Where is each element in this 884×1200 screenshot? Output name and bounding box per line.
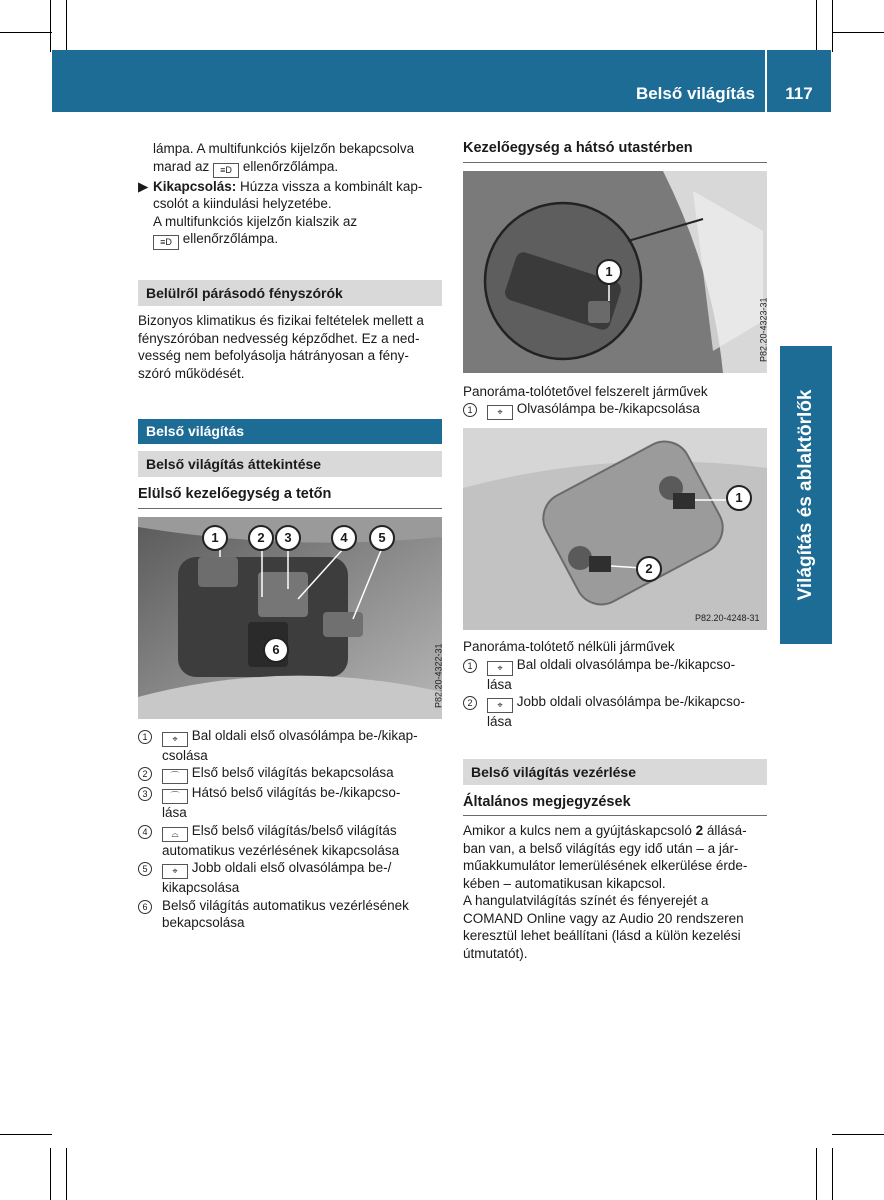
label: Kikapcsolás: [153, 178, 237, 194]
paragraph-line [138, 230, 442, 250]
rear-panorama-roof-photo [463, 171, 767, 373]
paragraph-line: fényszóróban nedvesség képződhet. Ez a ned- [138, 330, 420, 346]
text: Jobb oldali első olvasólámpa be-/ [191, 860, 392, 875]
paragraph-line: kikapcsolása [162, 880, 240, 895]
subsection-heading: Kezelőegység a hátsó utastérben [463, 140, 767, 163]
front-interior-light-icon: ⌒ [162, 769, 188, 784]
paragraph-line [487, 656, 767, 676]
crop-mark [66, 0, 67, 52]
right-column [463, 140, 767, 962]
paragraph-line [162, 822, 442, 842]
photo-code: P82.20-4248-31 [695, 612, 760, 623]
page-header [52, 50, 765, 112]
front-overhead-control-photo [138, 517, 442, 719]
paragraph-line: automatikus vezérlésének kikapcsolása [162, 842, 400, 858]
reading-lamp-icon: ⌖ [487, 698, 513, 713]
paragraph-line: útmutatót). [463, 945, 528, 961]
page-number: 117 [785, 84, 813, 103]
item-number: 3 [138, 787, 152, 801]
list-item [138, 764, 442, 784]
list-item [463, 693, 767, 731]
crop-mark [832, 1134, 884, 1135]
list-item [138, 822, 442, 860]
paragraph-line: lása [162, 805, 187, 820]
list-item [138, 859, 442, 897]
crop-mark [816, 1148, 817, 1200]
crop-mark [66, 1148, 67, 1200]
low-beam-indicator-icon: ≡D [213, 163, 239, 178]
item-number: 2 [138, 767, 152, 781]
paragraph-line [162, 784, 442, 804]
photo-code: P82.20-4322-31 [433, 642, 444, 708]
section-heading: Belső világítás áttekintése [138, 451, 442, 477]
callout-6: 6 [263, 637, 289, 663]
photo-code: P82.20-4323-31 [758, 296, 769, 362]
item-number: 4 [138, 825, 152, 839]
reading-lamp-icon: ⌖ [162, 732, 188, 747]
item-number: 6 [138, 900, 152, 914]
paragraph-line: COMAND Online vagy az Audio 20 rendszeren [463, 910, 744, 926]
reading-lamp-icon: ⌖ [487, 405, 513, 420]
list-item [138, 178, 442, 251]
text: Jobb oldali olvasólámpa be-/kikapcso- [516, 694, 745, 709]
text: Olvasólámpa be-/kikapcsolása [516, 401, 700, 416]
paragraph-line [162, 727, 442, 747]
crop-mark [832, 1148, 833, 1200]
paragraph-line: kében – automatikusan kikapcsol. [463, 875, 666, 891]
list-item [463, 400, 767, 420]
text: Bal oldali olvasólámpa be-/kikapcso- [516, 656, 736, 672]
callout-2: 2 [248, 525, 274, 551]
caption: Panoráma-tolótető nélküli járművek [463, 639, 675, 654]
paragraph-line [463, 822, 767, 840]
crop-mark [832, 0, 833, 52]
callout-4: 4 [331, 525, 357, 551]
paragraph-line [138, 158, 442, 178]
text: ellenőrzőlámpa. [242, 158, 339, 174]
paragraph-line [162, 859, 442, 879]
crop-mark [0, 32, 52, 33]
section-heading: Belülről párásodó fényszórók [138, 280, 442, 306]
interior-light-off-icon: ⌓ [162, 827, 188, 842]
paragraph-line: ban van, a belső világítás egy idő után – a jár- [463, 840, 739, 856]
text: Bal oldali első olvasólámpa be-/kikap- [191, 727, 418, 743]
subsection-heading: Elülső kezelőegység a tetőn [138, 486, 442, 509]
list-item [138, 784, 442, 822]
bullet-triangle-icon: ▶ [138, 178, 149, 194]
paragraph-line [162, 764, 442, 784]
text: ellenőrzőlámpa. [182, 231, 279, 246]
text: Első belső világítás/belső világítás [191, 822, 397, 838]
section-heading: Belső világítás vezérlése [463, 759, 767, 785]
paragraph-line: lámpa. A multifunkciós kijelzőn bekapcsolva [153, 141, 415, 156]
paragraph-line: bekapcsolása [162, 915, 245, 930]
text: Hátsó belső világítás be-/kikapcso- [191, 785, 401, 800]
paragraph-line: Bizonyos klimatikus és fizikai feltételek mellett a [138, 313, 424, 328]
rear-interior-light-icon: ⌒ [162, 789, 188, 804]
crop-mark [50, 0, 51, 52]
paragraph-line: vesség nem befolyásolja hátrányosan a fény- [138, 348, 409, 363]
rear-no-panorama-photo [463, 428, 767, 630]
paragraph-line: csolót a kiindulási helyzetébe. [153, 196, 332, 211]
list-item [463, 656, 767, 694]
paragraph-line [487, 693, 767, 713]
paragraph-line: csolása [162, 747, 208, 763]
chapter-side-tab [780, 346, 832, 644]
reading-lamp-icon: ⌖ [487, 661, 513, 676]
text: Első belső világítás bekapcsolása [191, 765, 394, 780]
page-number-box [767, 50, 831, 112]
item-number: 1 [138, 730, 152, 744]
left-column [138, 140, 442, 932]
text: Húzza vissza a kombinált kap- [236, 178, 423, 194]
item-number: 2 [463, 696, 477, 710]
item-number: 1 [463, 659, 477, 673]
section-title: Belső világítás [138, 419, 442, 444]
caption: Panoráma-tolótetővel felszerelt járművek [463, 383, 708, 399]
paragraph-line: lása [487, 714, 512, 729]
callout-3: 3 [275, 525, 301, 551]
text: állásá- [703, 823, 747, 838]
item-number: 5 [138, 862, 152, 876]
text: marad az [153, 158, 210, 174]
paragraph-line: Belső világítás automatikus vezérlésének [162, 897, 409, 913]
item-number: 1 [463, 403, 477, 417]
chapter-side-tab-label: Világítás és ablaktörlők [795, 389, 816, 601]
crop-mark [816, 0, 817, 52]
subsection-heading: Általános megjegyzések [463, 794, 767, 817]
crop-mark [50, 1148, 51, 1200]
paragraph-line: A hangulatvilágítás színét és fényerejét a [463, 893, 709, 908]
paragraph-line: műakkumulátor lemerülésének elkerülése érde- [463, 858, 748, 873]
header-title: Belső világítás [635, 84, 755, 103]
text: Amikor a kulcs nem a gyújtáskapcsoló [463, 823, 696, 838]
low-beam-indicator-icon: ≡D [153, 235, 179, 250]
key-position: 2 [695, 823, 704, 838]
list-item [138, 727, 442, 765]
front-control-legend [138, 727, 442, 932]
paragraph-line: A multifunkciós kijelzőn kialszik az [153, 213, 358, 229]
crop-mark [0, 1134, 52, 1135]
callout-2: 2 [636, 556, 662, 582]
callout-5: 5 [369, 525, 395, 551]
callout-1: 1 [596, 259, 622, 285]
reading-lamp-icon: ⌖ [162, 864, 188, 879]
list-item [138, 897, 442, 932]
callout-1: 1 [202, 525, 228, 551]
crop-mark [832, 32, 884, 33]
paragraph-line: szóró működését. [138, 365, 245, 381]
paragraph-line [138, 178, 442, 196]
paragraph-line [487, 400, 767, 420]
callout-1: 1 [726, 485, 752, 511]
rear-no-panorama-illustration [463, 428, 767, 630]
paragraph-line: keresztül lehet beállítani (lásd a külön kezelési [463, 928, 741, 943]
paragraph-line: lása [487, 676, 512, 692]
